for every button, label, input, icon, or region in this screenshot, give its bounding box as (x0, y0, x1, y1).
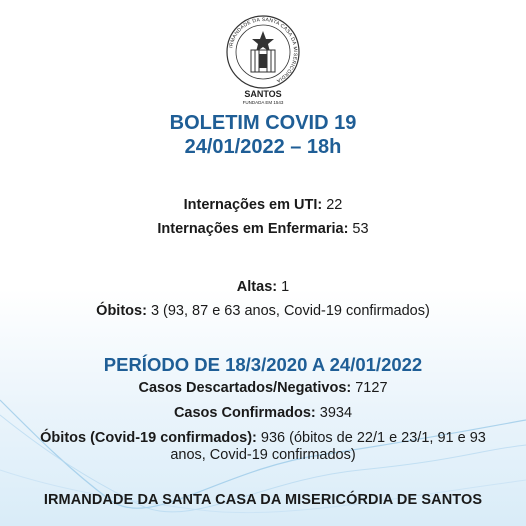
confirmed-line (0, 405, 526, 421)
deaths-label: Óbitos: (96, 303, 147, 319)
discharges-value: 1 (277, 279, 290, 295)
bulletin-title: BOLETIM COVID 19 (169, 112, 357, 134)
period-title: PERÍODO DE 18/3/2020 A 24/01/2022 (103, 354, 423, 375)
logo-founded: FUNDADA EM 1543 (242, 100, 284, 105)
period-deaths-line (0, 430, 526, 446)
discarded-value: 7127 (351, 380, 388, 396)
logo-ring-text: IRMANDADE DA SANTA CASA DA MISERICÓRDIA (228, 16, 299, 84)
confirmed-label: Casos Confirmados: (173, 405, 316, 421)
logo-city: SANTOS (244, 89, 282, 99)
icu-line (0, 197, 526, 213)
icu-value: 22 (322, 197, 343, 213)
deaths-line (0, 303, 526, 319)
bulletin-datetime: 24/01/2022 – 18h (184, 136, 342, 158)
confirmed-value: 3934 (315, 405, 353, 421)
period-deaths-line-2: anos, Covid-19 confirmados) (170, 447, 356, 463)
period-deaths-value: 936 (óbitos de 22/1 e 23/1, 91 e 93 (256, 430, 486, 446)
ward-value: 53 (348, 221, 369, 237)
santa-casa-logo (224, 14, 302, 106)
discarded-label: Casos Descartados/Negativos: (138, 380, 352, 396)
icu-label: Internações em UTI: (183, 197, 323, 213)
discharges-line (0, 279, 526, 295)
discharges-label: Altas: (236, 279, 278, 295)
ward-line (0, 221, 526, 237)
discarded-line (0, 380, 526, 396)
period-deaths-label: Óbitos (Covid-19 confirmados): (40, 430, 257, 446)
deaths-value: 3 (93, 87 e 63 anos, Covid-19 confirmados) (146, 303, 430, 319)
footer-institution: IRMANDADE DA SANTA CASA DA MISERICÓRDIA DE SANTOS (43, 492, 483, 508)
ward-label: Internações em Enfermaria: (157, 221, 349, 237)
